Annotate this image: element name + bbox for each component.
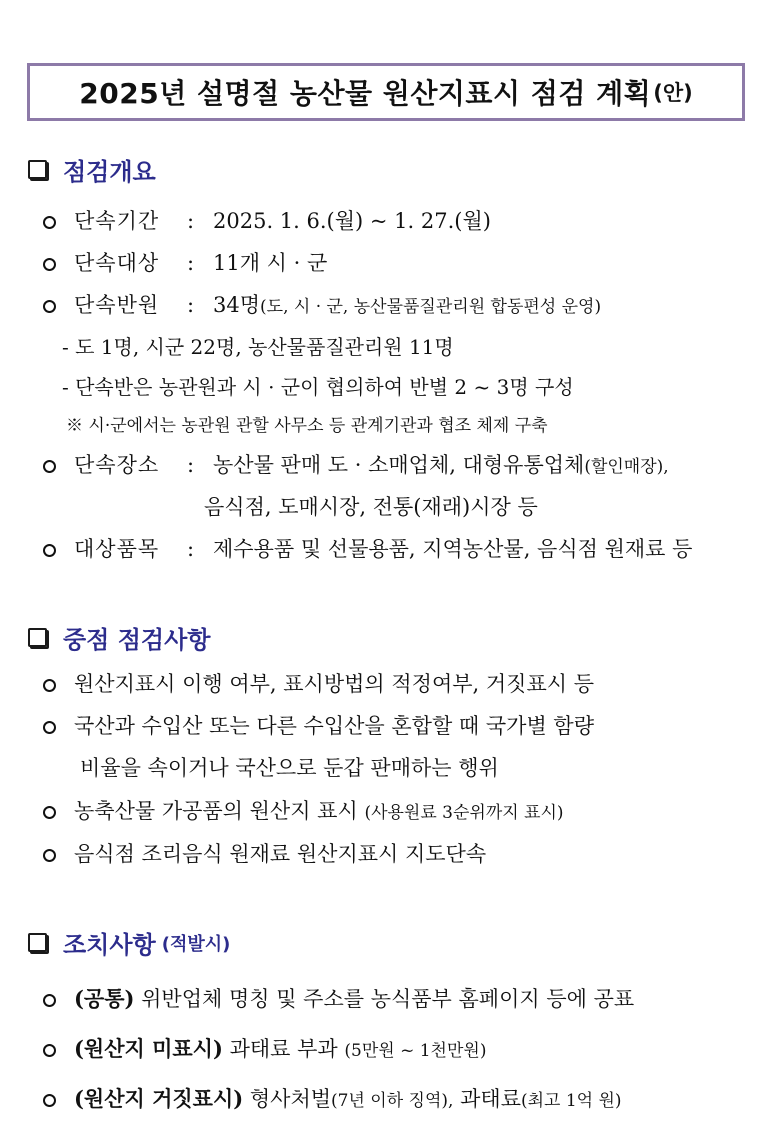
- list-item: [43, 668, 594, 698]
- row-colon: :: [187, 537, 195, 561]
- team-sub-item: - 도 1명, 시군 22명, 농산물품질관리원 11명: [62, 335, 454, 359]
- list-item-text: 과태료: [460, 1087, 521, 1111]
- row-colon: :: [187, 293, 195, 317]
- row-label: 단속반원: [74, 293, 160, 317]
- row-colon: :: [187, 251, 195, 275]
- list-item: [43, 710, 594, 740]
- row-label: 대상품목: [74, 537, 160, 561]
- row-value-note: (할인매장),: [584, 457, 669, 477]
- list-item-bold: (원산지 미표시): [74, 1036, 223, 1061]
- row-value-note: (도, 시 · 군, 농산물품질관리원 합동편성 운영): [260, 297, 602, 317]
- list-item-team: [43, 289, 601, 319]
- list-item-text: 위반업체 명칭 및 주소를 농식품부 홈페이지 등에 공표: [141, 987, 635, 1011]
- checkbox-square-icon: [28, 933, 47, 952]
- ring-bullet-icon: [43, 721, 56, 734]
- checkbox-square-icon: [28, 160, 47, 179]
- ring-bullet-icon: [43, 544, 56, 557]
- list-item-text: 국산과 수입산 또는 다른 수입산을 혼합할 때 국가별 함량: [74, 714, 594, 738]
- place-continuation: 음식점, 도매시장, 전통(재래)시장 등: [204, 495, 538, 519]
- row-value: 34명: [213, 293, 261, 317]
- ring-bullet-icon: [43, 1044, 56, 1057]
- section-title-suffix: (적발시): [161, 933, 231, 955]
- section-title: 중점 점검사항: [63, 626, 211, 654]
- row-label: 단속장소: [74, 453, 160, 477]
- row-value: 2025. 1. 6.(월) ~ 1. 27.(월): [213, 209, 491, 233]
- row-label: 단속대상: [74, 251, 160, 275]
- list-item-bold: (공통): [74, 986, 135, 1011]
- list-item-note: (최고 1억 원): [520, 1091, 622, 1111]
- section-overview-heading: [28, 152, 156, 187]
- ring-bullet-icon: [43, 1094, 56, 1107]
- list-item-text: 농축산물 가공품의 원산지 표시: [74, 799, 358, 823]
- ring-bullet-icon: [43, 460, 56, 473]
- ring-bullet-icon: [43, 994, 56, 1007]
- list-item-period: [43, 205, 491, 235]
- section-title: 점검개요: [63, 158, 156, 186]
- list-item: [43, 983, 634, 1013]
- checkbox-square-icon: [28, 628, 47, 647]
- list-item: [43, 838, 486, 868]
- ring-bullet-icon: [43, 216, 56, 229]
- ring-bullet-icon: [43, 258, 56, 271]
- row-colon: :: [187, 209, 195, 233]
- page-title: 2025년 설명절 농산물 원산지표시 점검 계획: [79, 77, 652, 110]
- row-value: 제수용품 및 선물용품, 지역농산물, 음식점 원재료 등: [213, 537, 693, 561]
- row-colon: :: [187, 453, 195, 477]
- list-item-continuation: 비율을 속이거나 국산으로 둔갑 판매하는 행위: [80, 756, 499, 780]
- list-item-text: 형사처벌: [249, 1087, 332, 1111]
- section-focus-heading: [28, 620, 210, 655]
- ring-bullet-icon: [43, 679, 56, 692]
- ring-bullet-icon: [43, 806, 56, 819]
- list-item: [43, 795, 564, 825]
- row-value: 11개 시 · 군: [213, 251, 328, 275]
- section-action-heading: [28, 925, 230, 960]
- list-item-items: [43, 533, 692, 563]
- list-item-note: (5만원 ~ 1천만원): [344, 1041, 487, 1061]
- list-item-note: (사용원료 3순위까지 표시): [364, 803, 564, 823]
- row-value: 농산물 판매 도 · 소매업체, 대형유통업체: [213, 453, 585, 477]
- list-item-text: 원산지표시 이행 여부, 표시방법의 적정여부, 거짓표시 등: [74, 672, 594, 696]
- list-item-text: 음식점 조리음식 원재료 원산지표시 지도단속: [74, 842, 487, 866]
- section-title: 조치사항: [63, 931, 156, 959]
- list-item-bold: (원산지 거짓표시): [74, 1086, 244, 1111]
- list-item-text: 과태료 부과: [229, 1037, 338, 1061]
- list-item: [43, 1033, 486, 1063]
- team-sub-item: - 단속반은 농관원과 시 · 군이 협의하여 반별 2 ~ 3명 구성: [62, 375, 574, 399]
- list-item-target: [43, 247, 327, 277]
- ring-bullet-icon: [43, 849, 56, 862]
- list-item-place: [43, 449, 669, 479]
- title-box: [27, 63, 745, 121]
- team-note: ※ 시·군에서는 농관원 관할 사무소 등 관계기관과 협조 체제 구축: [66, 416, 548, 436]
- list-item: [43, 1083, 622, 1113]
- row-label: 단속기간: [74, 209, 160, 233]
- list-item-note: (7년 이하 징역),: [331, 1091, 454, 1111]
- page-title-suffix: (안): [653, 81, 693, 105]
- ring-bullet-icon: [43, 300, 56, 313]
